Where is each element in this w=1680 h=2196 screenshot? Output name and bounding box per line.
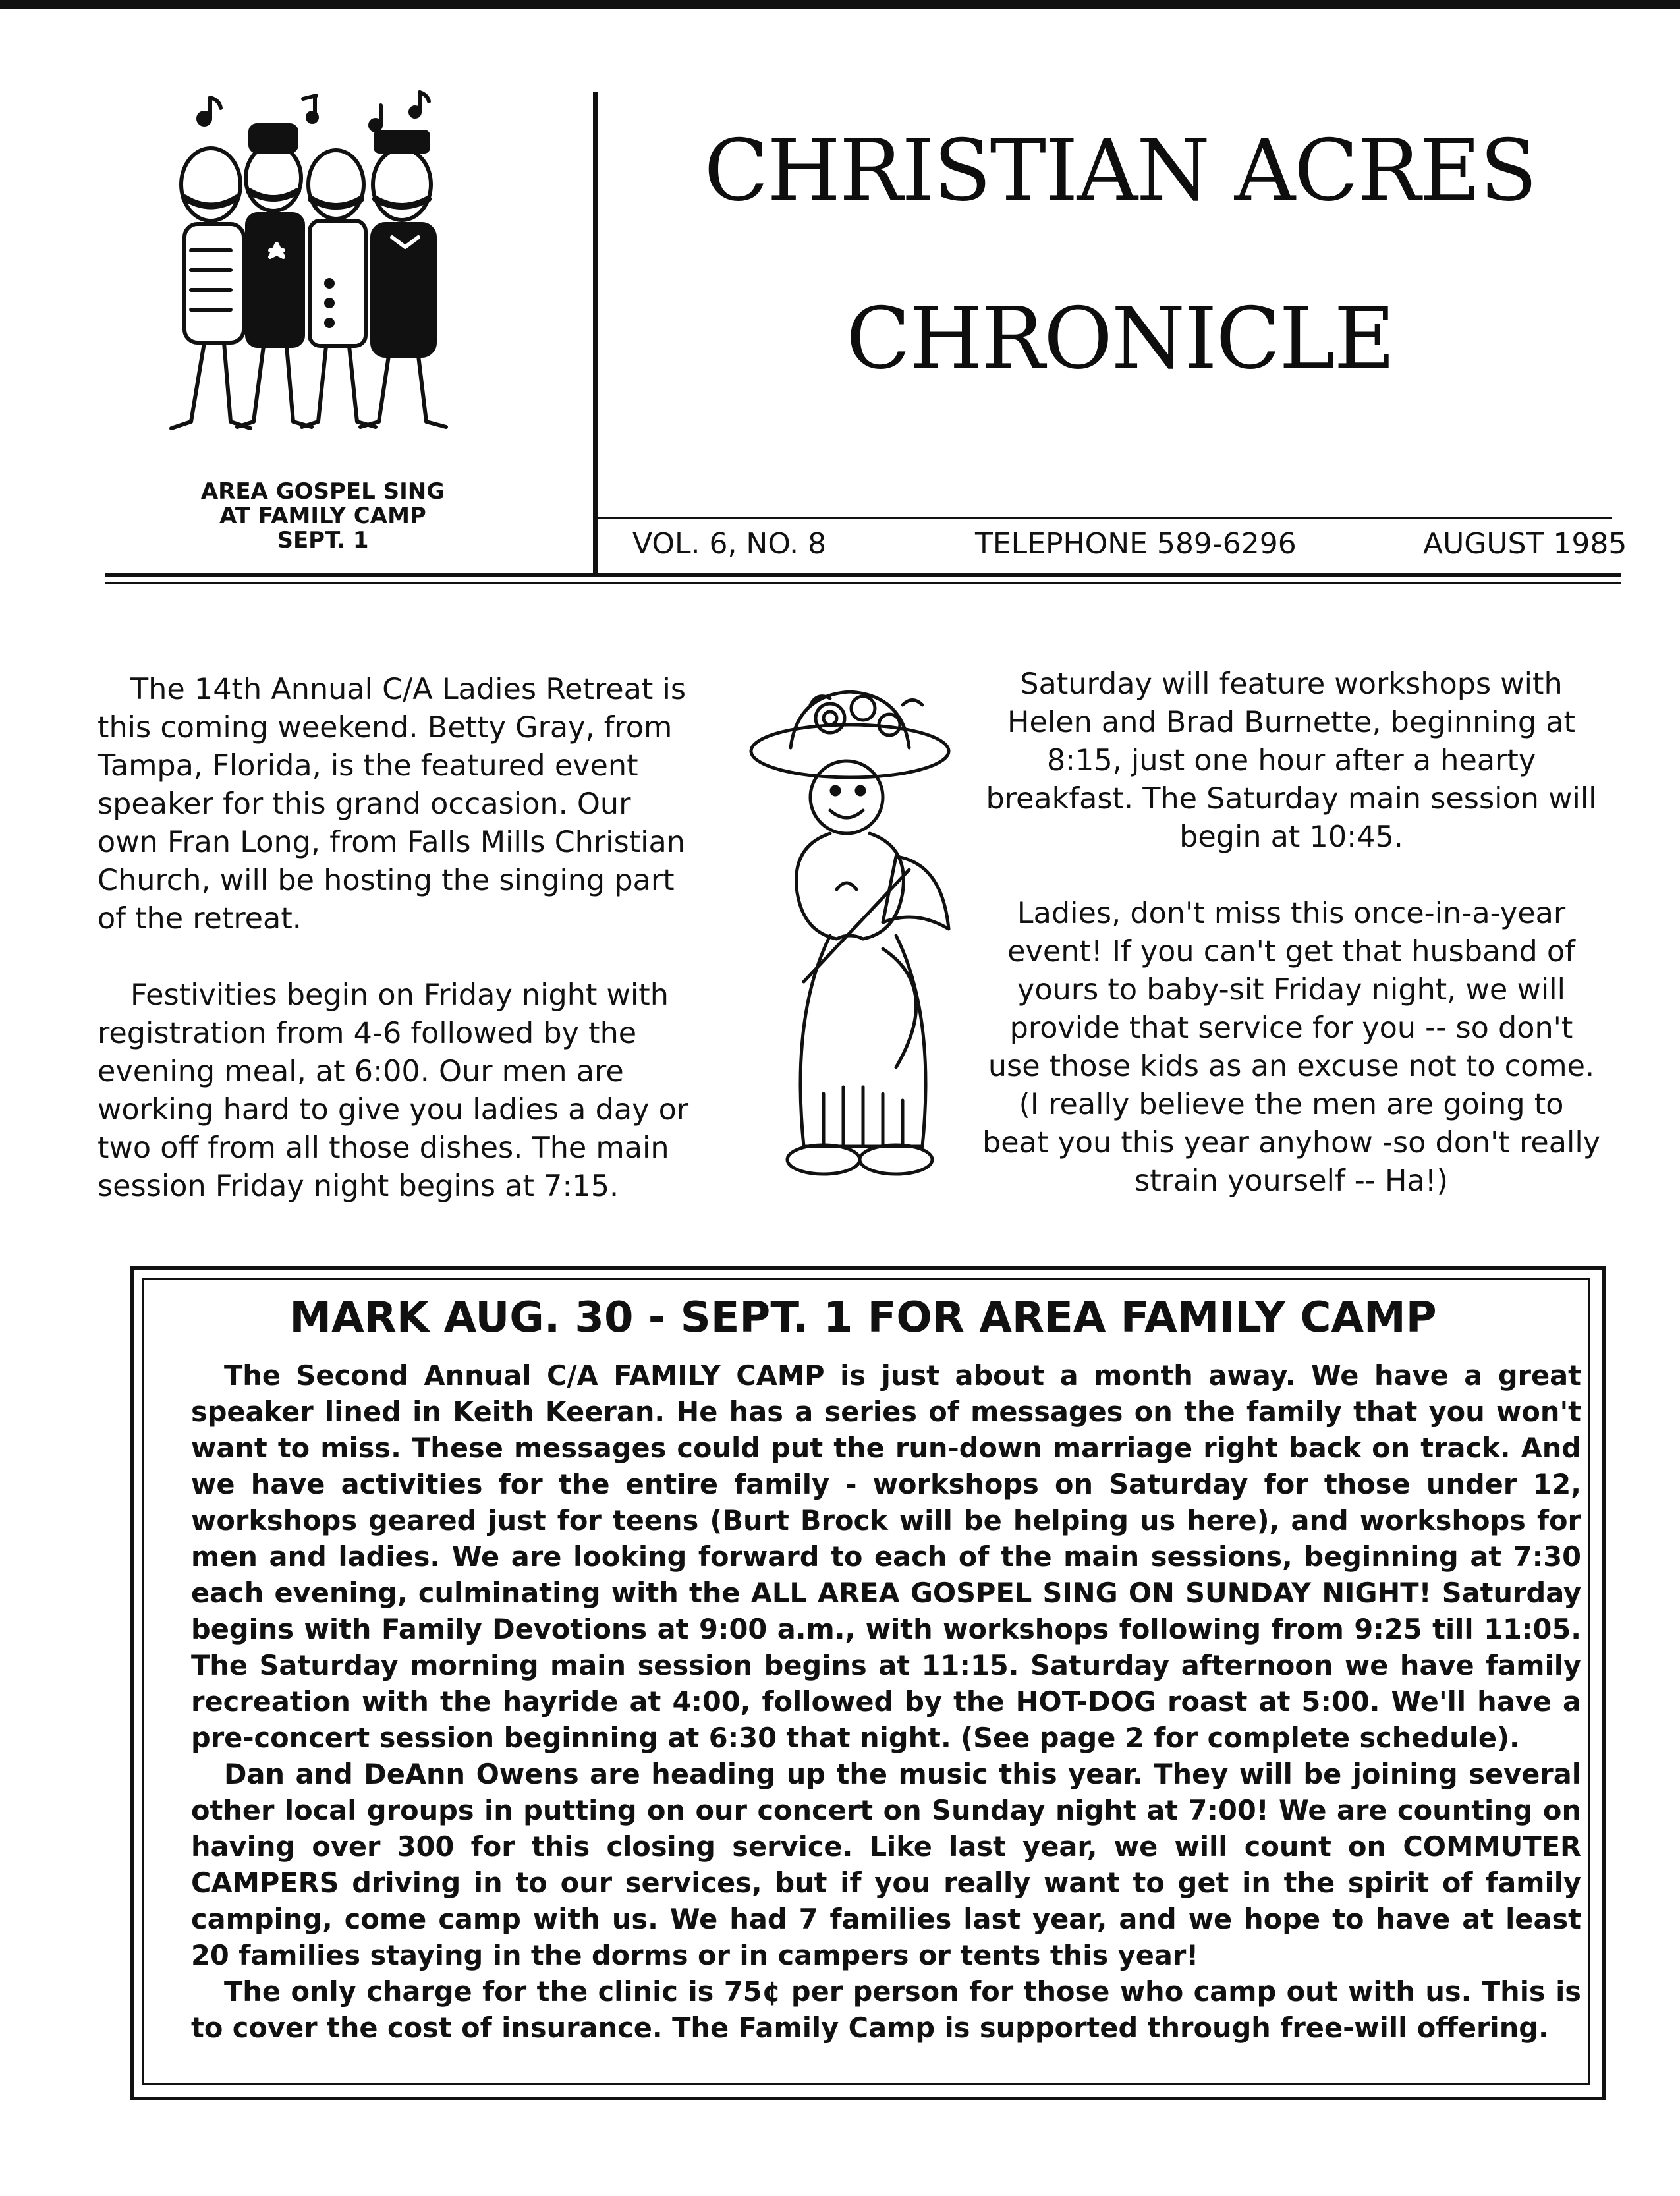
masthead-bottom-rule [105, 582, 1621, 584]
article-paragraph: Ladies, don't miss this once-in-a-year event! If you can't get that husband of yours to baby-sit Friday night, we will provide that service for you -- so don't use those kids as an excuse not to come. (I really believe the men are going to beat you this year anyhow -so don't really strain yourself -- Ha!) [982, 897, 1601, 1198]
article-paragraph: The 14th Annual C/A Ladies Retreat is this coming weekend. Betty Gray, from Tampa, Florida, is the featured event speaker for this grand occasion. Our own Fran Long, from Falls Mills Christian Church, will be hosting the singing part of the retreat. [98, 673, 686, 936]
victorian-lady-icon [731, 672, 975, 1186]
music-note-icon [198, 98, 221, 125]
masthead-divider [593, 92, 598, 577]
event-caption-line: AT FAMILY CAMP [219, 503, 426, 529]
family-camp-heading: MARK AUG. 30 - SEPT. 1 FOR AREA FAMILY CAMP [289, 1293, 1437, 1342]
article-paragraph: Saturday will feature workshops with Helen and Brad Burnette, beginning at 8:15, just one hour after a hearty breakfast. The Saturday main session will begin at 10:45. [986, 667, 1597, 854]
top-border [0, 0, 1680, 9]
issue-date: AUGUST 1985 [1423, 527, 1627, 561]
article-paragraph: Festivities begin on Friday night with registration from 4-6 followed by the evening meal, at 6:00. Our men are working hard to give you ladies a day or two off from all those dishes. The main session Friday night begins at 7:15. [98, 978, 689, 1203]
event-caption-line: AREA GOSPEL SING [200, 478, 445, 505]
quartet-singers-icon [138, 86, 507, 455]
masthead-rule [598, 517, 1612, 519]
article-paragraph: The only charge for the clinic is 75¢ per person for those who camp out with us. This is to cover the cost of insurance. The Family Camp is supported through free-will offering. [191, 1975, 1581, 2044]
ladies-retreat-right-column [982, 665, 1601, 1239]
article-paragraph: Dan and DeAnn Owens are heading up the music this year. They will be joining several other local groups in putting on our concert on Sunday night at 7:00! We are counting on having over 300 for this closing service. Like last year, we will count on COMMUTER CAMPERS driving in to our services, but if you really want to get in the spirit of family camping, come camp with us. We had 7 families last year, and we hope to have at least 20 families staying in the dorms or in campers or tents this year! [191, 1758, 1581, 1971]
event-caption-line: SEPT. 1 [277, 527, 369, 553]
ladies-retreat-left-column [98, 671, 697, 1244]
volume-number: VOL. 6, NO. 8 [632, 527, 827, 561]
article-paragraph: The Second Annual C/A FAMILY CAMP is just about a month away. We have a great speaker lined in Keith Keeran. He has a series of messages on the family that you won't want to miss. These messages could put the run-down marriage right back on track. And we have activities for the entire family - workshops on Saturday for those under 12, workshops geared just for teens (Burt Brock will be helping us here), and workshops for men and ladies. We are looking forward to each of the main sessions, beginning at 7:30 each evening, culminating with the ALL AREA GOSPEL SING ON SUNDAY NIGHT! Saturday begins with Family Devotions at 9:00 a.m., with workshops following from 9:25 till 11:05. The Saturday morning main session begins at 11:15. Saturday afternoon we have family recreation with the hayride at 4:00, followed by the HOT-DOG roast at 5:00. We'll have a pre-concert session beginning at 6:30 that night. (See page 2 for complete schedule). [191, 1359, 1581, 1754]
newsletter-title-line1: CHRISTIAN ACRES [704, 122, 1536, 220]
newsletter-title-line2: CHRONICLE [846, 290, 1394, 388]
family-camp-article [191, 1357, 1581, 2046]
telephone-number: TELEPHONE 589-6296 [975, 527, 1297, 561]
masthead-bottom-rule [105, 573, 1621, 577]
